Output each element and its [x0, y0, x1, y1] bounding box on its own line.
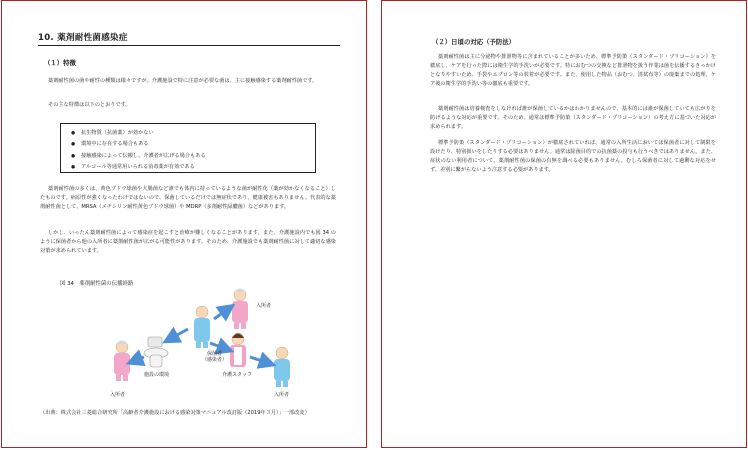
list-item: ● アルコール等通常用いられる消毒薬が有効である — [71, 162, 315, 173]
label-resident-left: 入所者 — [110, 392, 126, 398]
label-environment: 施設の環境 — [144, 372, 170, 378]
features-box — [60, 123, 316, 173]
features-list — [71, 128, 315, 173]
list-item: ● 接触感染によって伝搬し、介護者が広げる場合もある — [71, 151, 315, 162]
care-staff-figure — [230, 333, 246, 367]
intro-lead: その主な特徴は以下のとおりです。 — [48, 102, 131, 108]
document-page-right — [381, 0, 747, 448]
list-item: ● 環境中に存在する場合もある — [71, 139, 315, 150]
section-title: 10. 薬剤耐性菌感染症 — [38, 31, 340, 46]
label-care-staff: 介護スタッフ — [222, 372, 253, 378]
resident-right-figure — [274, 347, 290, 387]
resident-left-figure — [114, 341, 130, 382]
document-page-left — [1, 0, 367, 448]
figure-source: （出典：株式会社三菱総合研究所「高齢者介護施設における感染対策マニュアル改訂版（2019年３月）」一部改変） — [40, 410, 310, 416]
prevention-paragraph-1: 薬剤耐性菌は主に分泌物や排泄物等に含まれていることが多いため、標準予防策（スタンダード・プリコーション）を徹底し、ケアを行った際には衛生学的手洗いが必要です。特におむつの交換など排泄物を扱う作業は菌を伝播するきっかけとなりやすいため、手袋やエプロン等の装着が必要です。また、使用した物品（おむつ、清拭布等）の廃棄までの処理、ケア後の衛生学的手洗い等の徹底も重要です。 — [430, 54, 716, 87]
list-item: ● 抗生物質（抗菌薬）が効かない — [71, 128, 315, 139]
body-paragraph-1: 薬剤耐性菌の多くは、黄色ブドウ球菌や大腸菌など誰でも体内に持っているような菌が耐性化（薬が効かなくなること）したものです。病原性が強くなったわけではないので、保菌しているだけでは無症状であり、健康被害もありません。代表的な薬剤耐性菌として、MRSA（メチシリン耐性黄色ブドウ球菌）や MDRP（多剤耐性緑膿菌）などがあります。 — [40, 186, 336, 210]
body-paragraph-2: しかし、いったん薬剤耐性菌によって感染症を起こすと治療が難しくなることがあります。また、介護施設内でも図 34 のように保菌者から他の入所者に薬剤耐性菌が広がる可能性があります。そのため、介護施設でも薬剤耐性菌に対して適切な感染対策が求められています。 — [40, 230, 336, 254]
carrier-figure — [194, 306, 210, 348]
transmission-illustration — [110, 287, 300, 407]
intro-paragraph: 薬剤耐性菌の菌や耐性の種類は様々ですが、介護施設で特に注意が必要な菌は、主に接触感染する薬剤耐性菌です。 — [48, 78, 318, 84]
transmission-figure — [110, 287, 300, 407]
prevention-paragraph-2: 薬剤耐性菌は培養検査をしなければ誰が保菌しているかはわかりませんので、基本的には誰が保菌していても広がりを防げるような対応が重要です。そのため、通常は標準予防策（スタンダード・プリコーション）の考え方に基づいた対応が求められます。 — [430, 106, 716, 130]
subhead-features: （１）特徴 — [44, 59, 76, 67]
label-carrier: 保菌者 （感染者） — [202, 351, 228, 363]
label-resident-top: 入所者 — [256, 303, 272, 309]
resident-top-figure — [232, 289, 248, 330]
prevention-paragraph-3: 標準予防策（スタンダード・プリコーション）が徹底されていれば、通常の入所生活においては保菌者に対して制限を設けたり、特別扱いをしたりする必要はありません。通常は除菌目的での抗菌薬の投与も行うべきではありません。また、症状のない利用者について、薬剤耐性菌の保菌の有無を調べる必要もありません。むしろ保菌者に対して過剰な対応をせず、差別に繋がらないよう注意する必要があります。 — [430, 140, 716, 173]
subhead-prevention: （２）日頃の対応（予防法） — [432, 38, 516, 46]
figure-caption: 図 34 薬剤耐性菌の伝播経路 — [60, 281, 134, 287]
label-resident-right: 入所者 — [274, 392, 290, 398]
toilet-icon — [144, 337, 168, 367]
